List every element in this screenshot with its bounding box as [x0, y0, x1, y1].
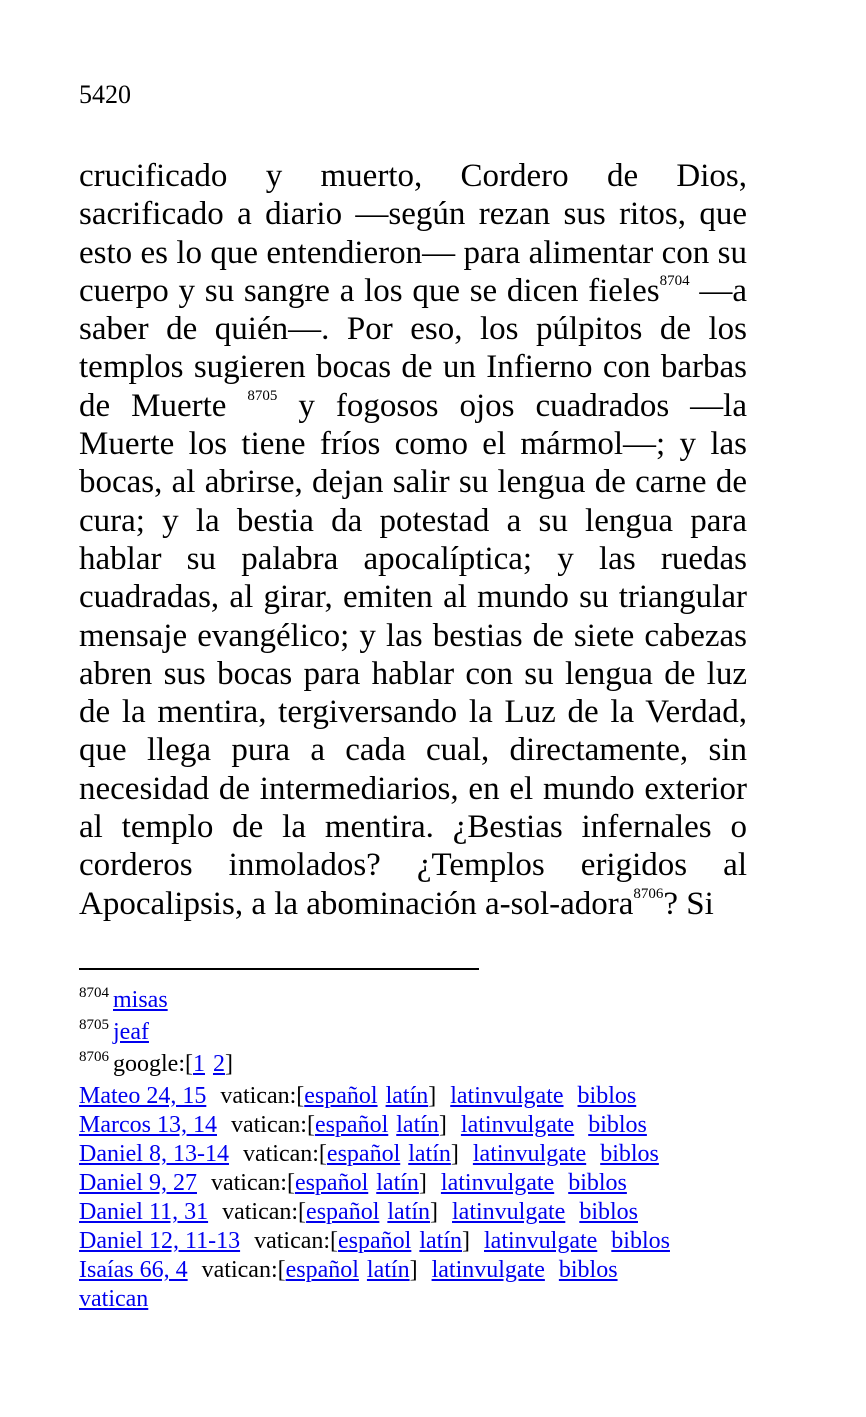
- latinvulgate-link[interactable]: latinvulgate: [484, 1228, 598, 1254]
- google-link-2[interactable]: 2: [212, 1051, 225, 1077]
- espanol-link[interactable]: español: [338, 1228, 412, 1254]
- footnote-number: 8705: [79, 1017, 109, 1033]
- google-link-1[interactable]: 1: [192, 1051, 205, 1077]
- latinvulgate-link[interactable]: latinvulgate: [472, 1141, 587, 1167]
- vatican-prefix: vatican:[: [242, 1141, 327, 1167]
- footnote-8705: [79, 1018, 819, 1050]
- footnote-separator: [79, 968, 479, 970]
- bible-reference-list: [79, 1082, 819, 1285]
- reference-row: [79, 1198, 819, 1227]
- reference-link[interactable]: Marcos 13, 14: [79, 1112, 217, 1138]
- latinvulgate-link[interactable]: latinvulgate: [460, 1112, 575, 1138]
- footnote-ref-8705[interactable]: 8705: [247, 387, 278, 404]
- reference-link[interactable]: Daniel 9, 27: [79, 1170, 197, 1196]
- footnote-link-jeaf[interactable]: jeaf: [113, 1019, 149, 1045]
- footnote-8706: [79, 1050, 819, 1082]
- reference-link[interactable]: Daniel 11, 31: [79, 1199, 209, 1225]
- latinvulgate-link[interactable]: latinvulgate: [440, 1170, 555, 1196]
- vatican-close: ]: [418, 1170, 427, 1196]
- google-prefix: google:[: [113, 1051, 193, 1077]
- vatican-prefix: vatican:[: [230, 1112, 315, 1138]
- latin-link[interactable]: latín: [376, 1170, 419, 1196]
- vatican-prefix: vatican:[: [254, 1228, 339, 1254]
- latin-link[interactable]: latín: [366, 1257, 410, 1283]
- biblos-link[interactable]: biblos: [611, 1228, 670, 1254]
- vatican-line: [79, 1285, 819, 1314]
- reference-row: [79, 1111, 819, 1140]
- vatican-close: ]: [438, 1112, 447, 1138]
- latinvulgate-link[interactable]: latinvulgate: [452, 1199, 566, 1225]
- reference-row: [79, 1227, 819, 1256]
- footnote-number: 8706: [79, 1049, 109, 1065]
- reference-link[interactable]: Isaías 66, 4: [79, 1257, 188, 1283]
- latin-link[interactable]: latín: [408, 1141, 451, 1167]
- biblos-link[interactable]: biblos: [568, 1170, 627, 1196]
- body-paragraph: [79, 157, 747, 923]
- footnote-8704: [79, 986, 819, 1018]
- vatican-close: ]: [450, 1141, 459, 1167]
- vatican-link[interactable]: vatican: [79, 1286, 149, 1312]
- body-text-2: —a saber de quién—. Por eso, los púlpitos de los templos sugieren bocas de un Infierno con barbas de Muerte: [79, 272, 747, 424]
- espanol-link[interactable]: español: [314, 1112, 389, 1138]
- espanol-link[interactable]: español: [294, 1170, 369, 1196]
- google-suffix: ]: [224, 1051, 233, 1077]
- reference-row: [79, 1256, 819, 1285]
- vatican-prefix: vatican:[: [222, 1199, 307, 1225]
- reference-link[interactable]: Daniel 12, 11-13: [79, 1228, 241, 1254]
- vatican-close: ]: [430, 1199, 439, 1225]
- reference-link[interactable]: Daniel 8, 13-14: [79, 1141, 229, 1167]
- body-text-3: y fogosos ojos cuadrados —la Muerte los tiene fríos como el mármol—; y las bocas, al abrirse, dejan salir su lengua de carne de cura; y la bestia da potestad a su lengua para hablar su palabra apocalíptica; y las ruedas cuadradas, al girar, emiten al mundo su triangular mensaje evangélico; y las bestias de siete cabezas abren sus bocas para hablar con su lengua de luz de la mentira, tergiversando la Luz de la Verdad, que llega pura a cada cual, directamente, sin necesidad de intermediarios, en el mundo exterior al templo de la mentira. ¿Bestias infernales o corderos inmolados? ¿Templos erigidos al Apocalipsis, a la abominación a-sol-adora: [79, 387, 747, 922]
- vatican-close: ]: [409, 1257, 418, 1283]
- latin-link[interactable]: latín: [387, 1199, 431, 1225]
- vatican-prefix: vatican:[: [210, 1170, 295, 1196]
- reference-row: [79, 1082, 819, 1111]
- latinvulgate-link[interactable]: latinvulgate: [450, 1083, 564, 1109]
- vatican-close: ]: [462, 1228, 470, 1254]
- footnotes: [79, 986, 819, 1314]
- footnote-ref-8704[interactable]: 8704: [659, 272, 690, 289]
- page-number: 5420: [79, 80, 131, 109]
- latin-link[interactable]: latín: [396, 1112, 439, 1138]
- latin-link[interactable]: latín: [385, 1083, 429, 1109]
- biblos-link[interactable]: biblos: [579, 1199, 638, 1225]
- body-text-1: crucificado y muerto, Cordero de Dios, sacrificado a diario —según rezan sus ritos, que esto es lo que entendieron— para alimentar con su cuerpo y su sangre a los que se dicen fieles: [79, 158, 747, 309]
- espanol-link[interactable]: español: [304, 1083, 378, 1109]
- vatican-prefix: vatican:[: [201, 1257, 286, 1283]
- biblos-link[interactable]: biblos: [577, 1083, 637, 1109]
- biblos-link[interactable]: biblos: [600, 1141, 659, 1167]
- body-text-4: ? Si: [663, 885, 714, 922]
- reference-row: [79, 1140, 819, 1169]
- latin-link[interactable]: latín: [419, 1228, 462, 1254]
- biblos-link[interactable]: biblos: [588, 1112, 647, 1138]
- espanol-link[interactable]: español: [306, 1199, 380, 1225]
- espanol-link[interactable]: español: [326, 1141, 401, 1167]
- vatican-prefix: vatican:[: [220, 1083, 305, 1109]
- espanol-link[interactable]: español: [285, 1257, 359, 1283]
- footnote-ref-8706[interactable]: 8706: [633, 885, 664, 902]
- reference-row: [79, 1169, 819, 1198]
- latinvulgate-link[interactable]: latinvulgate: [431, 1257, 545, 1283]
- reference-link[interactable]: Mateo 24, 15: [79, 1083, 207, 1109]
- vatican-close: ]: [428, 1083, 437, 1109]
- biblos-link[interactable]: biblos: [558, 1257, 618, 1283]
- footnote-number: 8704: [79, 985, 109, 1001]
- footnote-link-misas[interactable]: misas: [113, 987, 168, 1013]
